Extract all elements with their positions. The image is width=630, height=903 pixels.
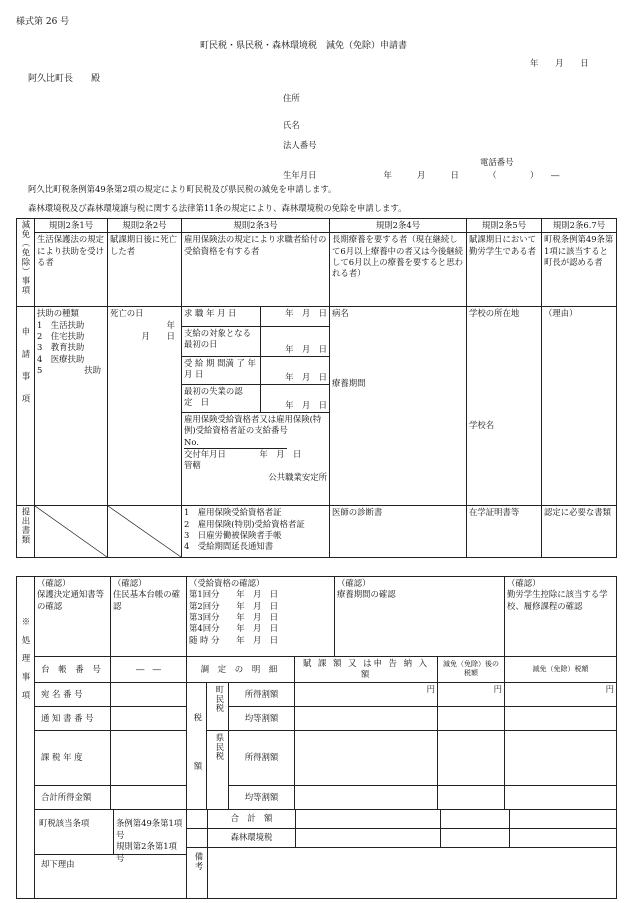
pref-income-levy-assessed[interactable] xyxy=(295,730,438,786)
confirm-text: 勤労学生控除に該当する学校、履修課程の確認 xyxy=(507,589,608,611)
qual-label: 第2回分 xyxy=(189,600,220,611)
tax-year-value[interactable] xyxy=(111,730,187,786)
pref-flat-levy-reduced[interactable] xyxy=(505,786,617,810)
birthdate-phone-line: 生年月日 年 月 日 （ ） ― xyxy=(283,170,560,180)
corp-number-label: 法人番号 xyxy=(283,140,317,150)
col-header-1: 規則2条1号 xyxy=(35,219,108,233)
death-date-cell[interactable] xyxy=(108,307,182,506)
qual-label: 第4回分 xyxy=(189,623,220,634)
qual-date[interactable]: 年 月 日 xyxy=(236,600,279,611)
pref-income-levy-after[interactable] xyxy=(438,730,505,786)
clause-rule: 規則第2条第1項 xyxy=(116,841,177,852)
confirm-text: 療養期間の確認 xyxy=(337,589,396,600)
school-cell[interactable] xyxy=(467,307,542,506)
death-date-label: 死亡の日 xyxy=(110,308,144,319)
job-seek-date[interactable]: 年 月 日 xyxy=(260,307,329,326)
confirm-text: 保護決定通知書等の確認 xyxy=(37,589,104,611)
town-tax-label: 町民税 xyxy=(207,682,229,730)
clause-and-rejection xyxy=(35,810,187,899)
tax-amount-label: 税額 xyxy=(187,682,207,810)
statement-town-tax: 阿久比町税条例第49条第2項の規定により町民税及び県民税の減免を申請します。 xyxy=(28,184,337,194)
town-income-levy-after[interactable]: 円 xyxy=(438,682,505,706)
certificate-info[interactable] xyxy=(182,412,329,484)
town-income-levy-label: 所得割額 xyxy=(229,682,295,706)
remarks-label: 備考 xyxy=(187,848,208,898)
tax-year-label: 課 税 年 度 xyxy=(35,730,111,786)
submission-date[interactable]: 年 月 日 xyxy=(530,58,589,68)
processing-table xyxy=(16,576,617,899)
benefit-end-date-label: 受 給 期 間満 了 年 月 日 xyxy=(182,356,260,384)
item-desc-5: 賦課期日において勤労学生である者 xyxy=(467,233,542,307)
clause-label: 町税該当条項 xyxy=(35,810,114,854)
job-seek-date-label: 求 職 年 月 日 xyxy=(182,307,260,326)
treatment-period-label: 療養期間 xyxy=(332,377,366,388)
doc-item: 4 受給期間延長通知書 xyxy=(184,541,274,552)
assessed-header: 賦 課 額 又 は申 告 納 入 額 xyxy=(295,657,438,683)
clause-go: 号 xyxy=(116,829,125,840)
first-benefit-date[interactable]: 年 月 日 xyxy=(260,326,329,356)
col-header-2: 規則2条2号 xyxy=(108,219,182,233)
qual-date[interactable]: 年 月 日 xyxy=(236,634,279,645)
issue-date[interactable]: 交付年月日 年 月 日 xyxy=(184,448,302,459)
town-flat-levy-label: 均等割額 xyxy=(229,706,295,730)
remarks-value[interactable] xyxy=(208,848,616,898)
item-desc-1: 生活保護法の規定により扶助を受ける者 xyxy=(35,233,108,307)
doc-item: 2 雇用保険(特別)受給資格者証 xyxy=(184,518,305,529)
name-label: 氏名 xyxy=(283,120,300,130)
col-header-6: 規則2条6.7号 xyxy=(542,219,617,233)
docs-empty-2 xyxy=(108,506,182,558)
assistance-option[interactable]: 4 医療扶助 xyxy=(37,353,85,364)
row-label-docs: 提出書類 xyxy=(17,506,35,558)
qual-label: 第3回分 xyxy=(189,612,220,623)
town-income-levy-assessed[interactable]: 円 xyxy=(295,682,438,706)
unemployment-cell xyxy=(182,307,330,506)
doc-item: 3 日雇労働被保険者手帳 xyxy=(184,530,282,541)
certificate-label: 雇用保険受給資格者又は雇用保険(特例)受給資格者証の支給番号 xyxy=(184,413,322,436)
assistance-option[interactable]: 1 生活扶助 xyxy=(37,319,85,330)
confirm-cell-1[interactable] xyxy=(35,577,111,657)
row-label-apply: 申請事項 xyxy=(17,307,35,506)
breakdown-header: 調 定 の 明 細 xyxy=(187,657,295,683)
town-flat-levy-after[interactable] xyxy=(438,706,505,730)
school-name-label: 学校名 xyxy=(469,419,495,430)
qual-row xyxy=(189,589,332,600)
confirm-cell-4[interactable] xyxy=(335,577,505,657)
school-location-label: 学校の所在地 xyxy=(469,308,520,319)
jurisdiction-label: 管轄 xyxy=(184,460,201,471)
notice-number-value[interactable] xyxy=(111,706,187,730)
addressee: 阿久比町長 殿 xyxy=(28,74,101,84)
col-header-3: 規則2条3号 xyxy=(182,219,330,233)
pref-flat-levy-label: 均等割額 xyxy=(229,786,295,810)
after-tax-header: 減免（免除）後の税額 xyxy=(438,657,505,683)
ledger-number-label: 台 帳 番 号 xyxy=(35,657,111,683)
qual-row xyxy=(189,612,332,623)
address-number-label: 宛 名 番 号 xyxy=(35,682,111,706)
clause-values[interactable] xyxy=(114,810,186,863)
clause-ordinance: 条例第49条第1項 xyxy=(116,818,183,829)
col-header-4: 規則2条4号 xyxy=(330,219,467,233)
doc-item: 1 雇用保険受給資格者証 xyxy=(184,507,282,518)
pref-income-levy-label: 所得割額 xyxy=(229,730,295,786)
assistance-type-cell[interactable] xyxy=(35,307,108,506)
confirm-text: 住民基本台帳の確認 xyxy=(113,589,180,611)
total-after[interactable] xyxy=(441,810,510,828)
forest-reduced[interactable] xyxy=(510,829,616,847)
item-desc-4: 長期療養を要する者（現在継続して6月以上療養中の者又は今後継続して6月以上の療養を要すると思われる者） xyxy=(330,233,467,307)
death-date-month-day: 月 日 xyxy=(141,331,175,342)
total-assessed[interactable] xyxy=(296,810,441,828)
confirm-heading: （受給資格の確認） xyxy=(189,578,265,588)
row-label-item: 減免（免除）事項 xyxy=(17,219,35,307)
statement-forest-tax: 森林環境税及び森林環境譲与税に関する法律第11条の規定により、森林環境税の免除を申請します。 xyxy=(28,203,407,213)
address-number-value[interactable] xyxy=(111,682,187,706)
address-label: 住所 xyxy=(283,93,300,103)
first-benefit-date-label: 支給の対象となる最初の日 xyxy=(182,326,260,356)
col-header-5: 規則2条5号 xyxy=(467,219,542,233)
qual-date[interactable]: 年 月 日 xyxy=(236,623,279,634)
assistance-option[interactable]: 2 住宅扶助 xyxy=(37,331,85,342)
confirm-heading: （確認） xyxy=(37,578,71,588)
form-number: 様式第 26 号 xyxy=(16,17,70,27)
docs-empty-1 xyxy=(35,506,108,558)
assistance-option[interactable]: 3 教育扶助 xyxy=(37,342,85,353)
confirm-heading: （確認） xyxy=(113,578,147,588)
item-desc-3: 雇用保険法の規定により求職者給付の受給資格を有する者 xyxy=(182,233,330,307)
town-flat-levy-reduced[interactable] xyxy=(505,706,617,730)
docs-medical: 医師の診断書 xyxy=(330,506,467,558)
form-title: 町民税・県民税・森林環境税 減免（免除）申請書 xyxy=(200,41,408,51)
qual-label: 第1回分 xyxy=(189,589,220,600)
confirm-cell-2[interactable] xyxy=(111,577,187,657)
item-desc-6: 町税条例第49条第1項に該当すると町長が認める者 xyxy=(542,233,617,307)
phone-label: 電話番号 xyxy=(480,157,514,167)
qual-row xyxy=(189,601,332,612)
clause-go: 号 xyxy=(116,852,125,863)
confirm-cell-5[interactable] xyxy=(505,577,617,657)
town-income-levy-reduced[interactable]: 円 xyxy=(505,682,617,706)
docs-other: 認定に必要な書類 xyxy=(542,506,617,558)
total-reduced[interactable] xyxy=(510,810,616,828)
death-date-year: 年 xyxy=(166,319,175,330)
confirm-cell-3[interactable] xyxy=(187,577,335,657)
ledger-number[interactable]: ― ― xyxy=(111,657,187,683)
medical-cell[interactable] xyxy=(330,307,467,506)
docs-school: 在学証明書等 xyxy=(467,506,542,558)
confirm-heading: （確認） xyxy=(507,578,541,588)
notice-number-label: 通 知 書 番 号 xyxy=(35,706,111,730)
qual-label: 随 時 分 xyxy=(189,634,220,645)
reason-label: （理由） xyxy=(544,308,578,319)
forest-after[interactable] xyxy=(441,829,510,847)
assistance-option[interactable]: 5 扶助 xyxy=(37,365,101,376)
totals-and-remarks xyxy=(187,810,617,899)
confirm-heading: （確認） xyxy=(337,578,371,588)
application-table xyxy=(16,218,617,558)
reason-cell[interactable] xyxy=(542,307,617,506)
item-desc-2: 賦課期日後に死亡した者 xyxy=(108,233,182,307)
reduced-header: 減免（免除）税額 xyxy=(505,657,617,683)
processing-side-label: ※処理事項 xyxy=(17,577,35,899)
certificate-number[interactable]: No. xyxy=(184,437,287,449)
pref-tax-label: 県民税 xyxy=(207,730,229,810)
qual-row xyxy=(189,635,332,646)
qual-row xyxy=(189,623,332,634)
rejection-label: 却下理由 xyxy=(41,859,75,870)
forest-tax-label: 森林環境税 xyxy=(208,829,296,847)
benefit-end-date[interactable]: 年 月 日 xyxy=(260,356,329,384)
pref-flat-levy-assessed[interactable] xyxy=(295,786,438,810)
qual-date[interactable]: 年 月 日 xyxy=(236,612,279,623)
forest-assessed[interactable] xyxy=(296,829,441,847)
docs-unemployment xyxy=(182,506,330,558)
employment-office: 公共職業安定所 xyxy=(268,471,327,482)
town-flat-levy-assessed[interactable] xyxy=(295,706,438,730)
pref-flat-levy-after[interactable] xyxy=(438,786,505,810)
total-label: 合 計 額 xyxy=(208,810,296,828)
first-certification-date-label: 最初の失業の認 定 日 xyxy=(182,384,260,412)
total-income-label: 合計所得金額 xyxy=(35,786,111,810)
assistance-type-title: 扶助の種類 xyxy=(37,308,79,319)
first-certification-date[interactable]: 年 月 日 xyxy=(260,384,329,412)
illness-label: 病名 xyxy=(332,308,349,319)
total-income-value[interactable] xyxy=(111,786,187,810)
qual-date[interactable]: 年 月 日 xyxy=(236,589,279,600)
pref-income-levy-reduced[interactable] xyxy=(505,730,617,786)
